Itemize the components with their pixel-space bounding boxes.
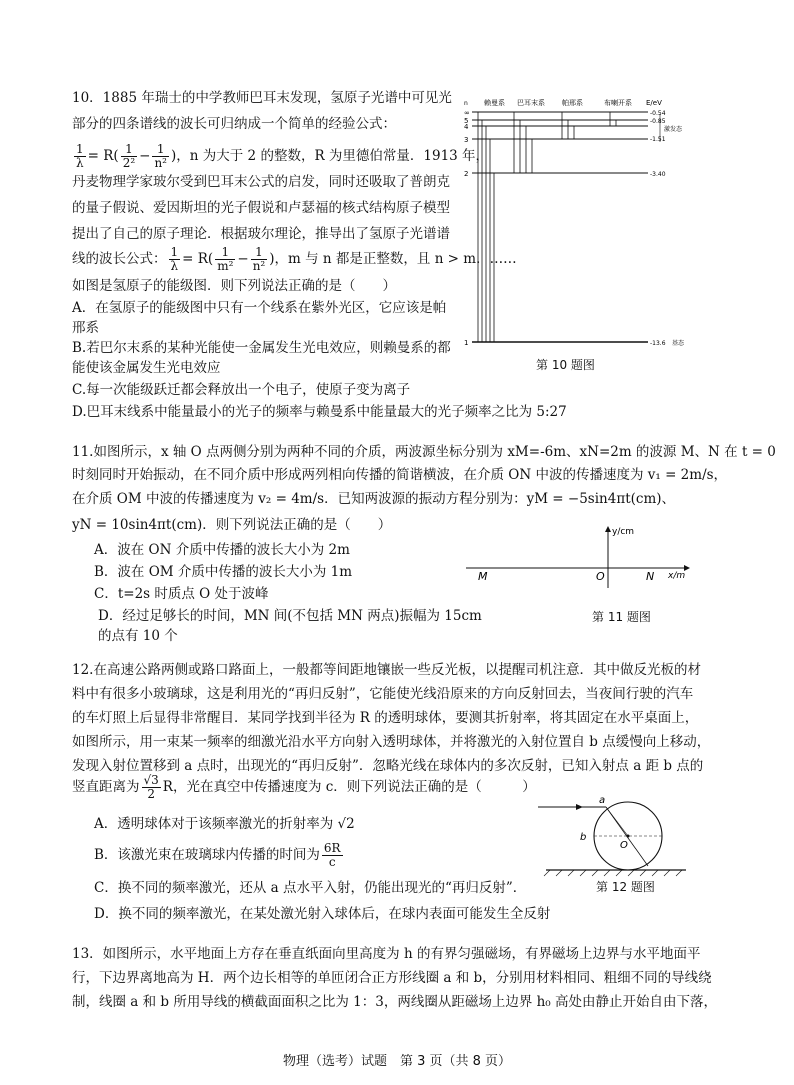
level-value-340: -3.40 — [650, 171, 666, 178]
point-a-label: a — [599, 795, 606, 806]
q10-line-6: 提出了自己的原子理论．根据玻尔理论，推导出了氢原子光谱谱 — [72, 226, 450, 242]
energy-level-diagram — [462, 96, 690, 352]
q10-line-8: 如图是氢原子的能级图．则下列说法正确的是（ ） — [72, 278, 396, 294]
q10-line-4: 丹麦物理学家玻尔受到巴耳末公式的启发，同时还吸取了普朗克 — [72, 174, 450, 190]
n-label-3: 3 — [464, 136, 469, 144]
wave-axis-figure — [462, 522, 692, 592]
q11-option-d-1: D．经过足够长的时间，MN 间(不包括 MN 两点)振幅为 15cm — [98, 608, 482, 624]
n-label-1: 1 — [464, 339, 469, 347]
n-label-header: n — [464, 100, 468, 107]
point-n-label: N — [646, 570, 655, 583]
q10-line-3-tail: ，n 为大于 2 的整数，R 为里德伯常量．1913 年， — [176, 148, 490, 164]
point-m-label: M — [478, 570, 488, 583]
energy-unit-label: E/eV — [646, 99, 662, 107]
table-hatching — [544, 870, 682, 876]
x-axis-label: x/m — [668, 571, 686, 581]
sqrt3-over-2: $\frac{√3}{2}$ — [143, 773, 159, 801]
series-label-lyman: 赖曼系 — [484, 99, 505, 107]
q10-option-b-1: B.若巴尔末系的某种光能使一金属发生光电效应，则赖曼系的都 — [72, 340, 451, 356]
n-label-infinity: ∞ — [464, 109, 470, 117]
page-footer: 物理（选考）试题 第 3 页（共 8 页） — [282, 1054, 512, 1069]
q10-option-a-1: A．在氢原子的能级图中只有一个线系在紫外光区，它应该是帕 — [72, 300, 447, 316]
q10-line-2: 部分的四条谱线的波长可归纳成一个简单的经验公式： — [72, 116, 396, 132]
bohr-formula: $\frac{1}{\lambda}$ = R( $\frac{1}{\text{m²}}$ − $\frac{1}{\text{n²}}$ ) — [170, 245, 275, 273]
point-o-label: O — [620, 840, 628, 851]
q12-figure-caption: 第 12 题图 — [596, 880, 655, 894]
series-label-brackett: 布喇开系 — [604, 99, 632, 107]
q12-line-6-head: 竖直距离为 — [72, 779, 140, 795]
q10-option-a-2: 邢系 — [72, 320, 99, 336]
q10-line-3 — [72, 141, 489, 171]
n-label-4: 4 — [464, 123, 469, 131]
q12-line-5: 发现入射位置移到 a 点时，出现光的“再归反射”．忽略光线在球体内的多次反射，已知入射点 a 距 b 点的 — [72, 758, 704, 774]
q10-line-7-tail: ，m 与 n 都是正整数，且 n > m．…… — [274, 251, 517, 267]
q11-line-1: 11.如图所示，x 轴 O 点两侧分别为两种不同的介质，两波源坐标分别为 xM=-6m、xN=2m 的波源 M、N 在 t = 0 — [72, 444, 776, 460]
q11-option-a: A．波在 ON 介质中传播的波长大小为 2m — [94, 542, 350, 558]
balmer-transitions — [514, 112, 532, 173]
q10-line-1: 10．1885 年瑞士的中学教师巴耳末发现，氢原子光谱中可见光 — [72, 90, 452, 106]
q13-line-1: 13．如图所示，水平地面上方存在垂直纸面向里高度为 h 的有界匀强磁场，有界磁场上边界与水平地面平 — [72, 946, 701, 962]
time-fraction-6r-over-c: $\frac{6R}{c}$ — [323, 841, 341, 869]
q13-line-3: 制，线圈 a 和 b 所用导线的横截面面积之比为 1：3，两线圈从距磁场上边界 h₀ 高处由静止开始自由下落， — [72, 994, 718, 1010]
q12-line-3: 的车灯照上后显得非常醒目．某同学找到半径为 R 的透明球体，要测其折射率，将其固定在水平桌面上， — [72, 710, 699, 726]
level-value-085: -0.85 — [650, 118, 666, 125]
q12-option-b — [94, 838, 345, 872]
q11-line-4: yN = 10sin4πt(cm)．则下列说法正确的是（ ） — [72, 517, 392, 533]
q10-figure-caption: 第 10 题图 — [536, 358, 595, 372]
point-b-label: b — [580, 832, 587, 843]
q11-figure-caption: 第 11 题图 — [592, 610, 651, 624]
level-value-151: -1.51 — [650, 136, 666, 143]
q10-line-7 — [72, 244, 517, 274]
q12-option-b-text: B．该激光束在玻璃球内传播的时间为 — [94, 847, 320, 863]
beam-direction-arrow — [576, 804, 583, 810]
center-point — [627, 835, 630, 838]
q11-option-c: C．t=2s 时质点 O 处于波峰 — [94, 586, 269, 602]
n-label-2: 2 — [464, 170, 469, 178]
q11-line-2: 时刻同时开始振动，在不同介质中形成两列相向传播的简谐横波，在介质 ON 中波的传播速度为 v₁ = 2m/s， — [72, 467, 728, 483]
q11-option-b: B．波在 OM 介质中传播的波长大小为 1m — [94, 564, 353, 580]
q13-line-2: 行，下边界离地高为 H．两个边长相等的单匝闭合正方形线圈 a 和 b，分别用材料相同、粗细不同的导线绕 — [72, 970, 712, 986]
q12-line-6-tail: R，光在真空中传播速度为 c．则下列说法正确的是（ ） — [162, 779, 536, 795]
q12-line-1: 12.在高速公路两侧或路口路面上，一般都等间距地镶嵌一些反光板，以提醒司机注意．其中做反光板的材 — [72, 662, 701, 678]
brackett-transitions — [610, 112, 616, 126]
q12-line-4: 如图所示，用一束某一频率的细激光沿水平方向射入透明球体，并将激光的入射位置自 b 点缓慢向上移动， — [72, 734, 711, 750]
q12-option-a: A．透明球体对于该频率激光的折射率为 √2 — [94, 816, 355, 832]
series-label-balmer: 巴耳末系 — [517, 99, 545, 107]
series-label-paschen: 帕邢系 — [562, 99, 583, 107]
n-label-5: 5 — [464, 117, 469, 125]
q10-line-5: 的量子假说、爱因斯坦的光子假说和卢瑟福的核式结构原子模型 — [72, 200, 450, 216]
ground-state-label: 基态 — [672, 340, 685, 347]
glass-sphere-figure — [536, 786, 696, 878]
excited-state-label: 激发态 — [664, 126, 683, 133]
y-axis-label: y/cm — [612, 527, 635, 537]
q10-option-c: C.每一次能级跃迁都会释放出一个电子，使原子变为离子 — [72, 382, 411, 398]
lyman-transitions — [478, 112, 494, 342]
level-value-136: -13.6 — [650, 340, 666, 347]
q12-line-6 — [72, 772, 536, 802]
q11-line-3: 在介质 OM 中波的传播速度为 v₂ = 4m/s．已知两波源的振动方程分别为：yM = −5sin4πt(cm)、 — [72, 491, 676, 507]
q10-option-d: D.巴耳末线系中能量最小的光子的频率与赖曼系中能量最大的光子频率之比为 5:27 — [72, 404, 567, 420]
point-o-label: O — [596, 570, 605, 583]
q11-option-d-2: 的点有 10 个 — [98, 628, 178, 644]
level-value-054: -0.54 — [650, 110, 666, 117]
q10-line-7-head: 线的波长公式： — [72, 251, 167, 267]
balmer-formula: $\frac{1}{\lambda}$ = R( $\frac{1}{\text{2²}}$ − $\frac{1}{\text{n²}}$ ) — [76, 142, 177, 170]
q12-line-2: 料中有很多小玻璃球，这是利用光的“再归反射”，它能使光线沿原来的方向反射回去，当夜间行驶的汽车 — [72, 686, 694, 702]
q10-option-b-2: 能使该金属发生光电效应 — [72, 360, 221, 376]
q12-option-c: C．换不同的频率激光，还从 a 点水平入射，仍能出现光的“再归反射”． — [94, 880, 527, 896]
q12-option-d: D．换不同的频率激光，在某处激光射入球体后，在球内表面可能发生全反射 — [94, 906, 551, 922]
y-axis-arrow — [605, 526, 611, 532]
